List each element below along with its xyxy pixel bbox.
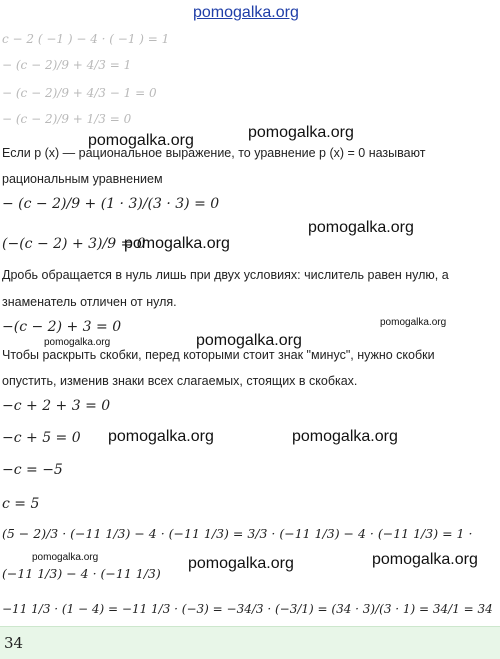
- watermark: pomogalka.org: [248, 124, 354, 141]
- equation-step-6: −c = −5: [2, 462, 63, 478]
- watermark: pomogalka.org: [292, 428, 398, 445]
- substitution-line-2: (−11 1/3) − 4 · (−11 1/3): [2, 566, 161, 581]
- bracket-rule-text-1: Чтобы раскрыть скобки, перед которыми стоит знак "минус", нужно скобки: [2, 348, 435, 362]
- watermark: pomogalka.org: [44, 337, 111, 348]
- faded-line-3: − (c − 2)/9 + 4/3 − 1 = 0: [2, 86, 157, 100]
- equation-step-4: −c + 2 + 3 = 0: [2, 398, 111, 414]
- watermark-top: pomogalka.org: [193, 4, 299, 21]
- answer-value: 34: [4, 634, 24, 652]
- watermark: pomogalka.org: [124, 235, 230, 252]
- definition-text-1: Если p (x) — рациональное выражение, то уравнение p (x) = 0 называют: [2, 146, 426, 160]
- equation-step-1: − (c − 2)/9 + (1 · 3)/(3 · 3) = 0: [2, 196, 220, 212]
- equation-step-3: −(c − 2) + 3 = 0: [2, 319, 122, 335]
- watermark: pomogalka.org: [188, 555, 294, 572]
- watermark: pomogalka.org: [108, 428, 214, 445]
- watermark: pomogalka.org: [32, 552, 99, 563]
- final-computation-line: −11 1/3 · (1 − 4) = −11 1/3 · (−3) = −34/3 · (−3/1) = (34 · 3)/(3 · 1) = 34/1 = 34: [2, 602, 493, 616]
- equation-step-7: c = 5: [2, 496, 40, 512]
- watermark: pomogalka.org: [380, 317, 447, 328]
- rule-text-1: Дробь обращается в нуль лишь при двух условиях: числитель равен нулю, а: [2, 268, 449, 282]
- faded-line-1: c − 2 ( −1 ) − 4 · ( −1 ) = 1: [2, 32, 170, 46]
- equation-step-2: (−(c − 2) + 3)/9 = 0: [2, 236, 146, 252]
- rule-text-2: знаменатель отличен от нуля.: [2, 295, 177, 309]
- substitution-line-1: (5 − 2)/3 · (−11 1/3) − 4 · (−11 1/3) = 3/3 · (−11 1/3) − 4 · (−11 1/3) = 1 ·: [2, 526, 473, 541]
- definition-text-2: рациональным уравнением: [2, 172, 163, 186]
- equation-step-5: −c + 5 = 0: [2, 430, 81, 446]
- watermark: pomogalka.org: [308, 219, 414, 236]
- watermark: pomogalka.org: [88, 132, 194, 149]
- watermark: pomogalka.org: [196, 332, 302, 349]
- bracket-rule-text-2: опустить, изменив знаки всех слагаемых, стоящих в скобках.: [2, 374, 358, 388]
- watermark: pomogalka.org: [372, 551, 478, 568]
- faded-line-4: − (c − 2)/9 + 1/3 = 0: [2, 112, 132, 126]
- faded-line-2: − (c − 2)/9 + 4/3 = 1: [2, 58, 132, 72]
- answer-bar: [0, 626, 500, 659]
